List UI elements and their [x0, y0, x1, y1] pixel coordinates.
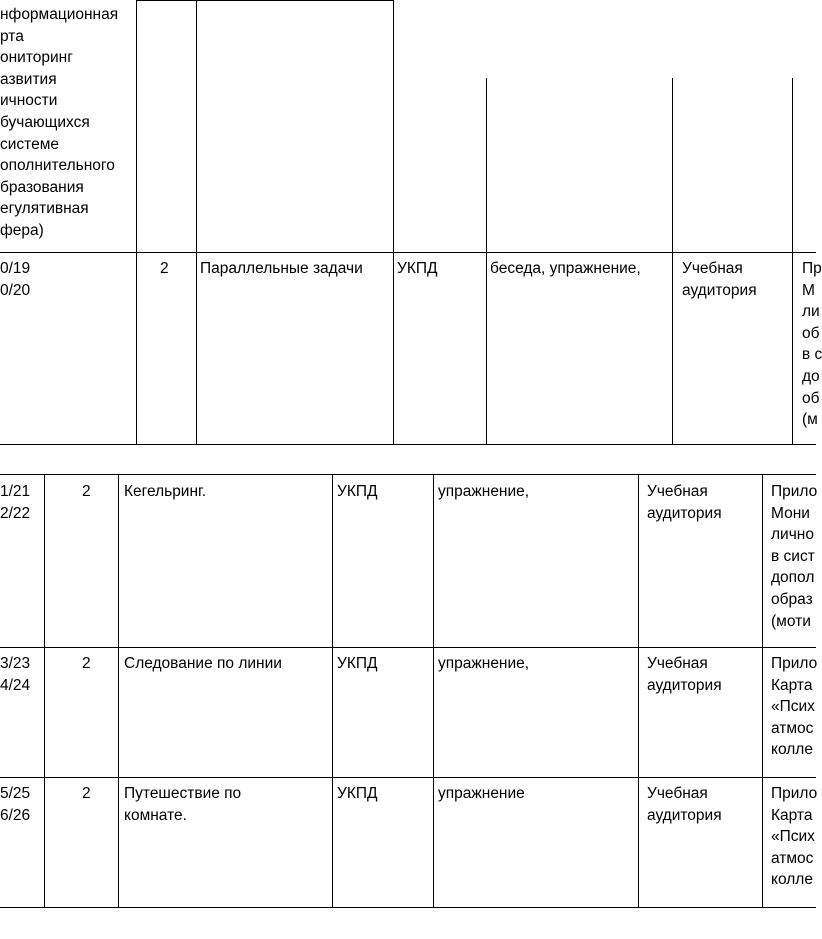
lesson-control-line: до: [802, 367, 820, 385]
table1-col-line: [672, 78, 673, 445]
lesson-place: [647, 481, 722, 524]
lesson-control-line: «Псих: [771, 828, 815, 846]
table2-top-border: [0, 474, 816, 475]
lesson-place: [647, 653, 722, 696]
info-line: рта: [0, 27, 24, 45]
lesson-type: УКПД: [397, 260, 438, 277]
table2-col-line: [44, 474, 45, 908]
lesson-control-line: Карта: [771, 676, 813, 694]
hours: 2: [82, 785, 91, 802]
lesson-control-line: в с: [802, 346, 822, 364]
table2-col-line: [332, 474, 333, 908]
lesson-place-line: Учебная: [647, 483, 708, 500]
lesson-form: беседа, упражнение,: [490, 260, 641, 277]
info-line: егулятивная: [0, 200, 89, 218]
table2-col-line: [762, 474, 763, 908]
lesson-number-line: 3/23: [0, 655, 31, 672]
lesson-control-line: допол: [771, 569, 815, 587]
hours: 2: [82, 655, 91, 672]
lesson-control: [771, 783, 817, 891]
lesson-control-line: лично: [771, 526, 814, 544]
table1-col-line: [486, 78, 487, 445]
info-line: азвития: [0, 70, 57, 88]
lesson-number-line: 0/19: [0, 260, 31, 277]
lesson-place: [682, 258, 757, 301]
lesson-place-line: аудитория: [682, 281, 757, 299]
lesson-form: упражнение,: [438, 655, 530, 672]
info-line: системе: [0, 135, 59, 153]
info-line: бразования: [0, 178, 84, 196]
table2-col-line: [433, 474, 434, 908]
table1-col-line: [393, 0, 394, 445]
lesson-control-line: Карта: [771, 806, 813, 824]
lesson-control-line: атмос: [771, 849, 814, 867]
lesson-control-line: Пр: [802, 260, 822, 277]
lesson-place-line: аудитория: [647, 806, 722, 824]
table2-col-line: [118, 474, 119, 908]
lesson-number-line: 0/20: [0, 281, 31, 299]
table1-top-border: [136, 0, 394, 1]
lesson-place-line: Учебная: [682, 260, 743, 277]
lesson-place: [647, 783, 722, 826]
lesson-control-line: «Псих: [771, 698, 815, 716]
lesson-control-line: М: [802, 281, 815, 299]
lesson-place-line: Учебная: [647, 655, 708, 672]
lesson-topic: [124, 481, 206, 503]
lesson-topic-line: Следование по линии: [124, 655, 282, 672]
table2-bottom-border: [0, 907, 816, 908]
lesson-control-line: (моти: [771, 612, 811, 630]
hours: 2: [82, 483, 91, 500]
lesson-control: [802, 258, 822, 431]
lesson-control: [771, 481, 817, 632]
lesson-number-line: 4/24: [0, 676, 31, 694]
lesson-control-line: Прило: [771, 655, 818, 672]
lesson-number: [0, 258, 30, 301]
table2-col-line: [638, 474, 639, 908]
lesson-control-line: ли: [802, 303, 820, 321]
lesson-number-line: 6/26: [0, 806, 31, 824]
lesson-control-line: Прило: [771, 483, 818, 500]
table1-col-line: [196, 0, 197, 445]
lesson-control-line: в сист: [771, 547, 815, 565]
lesson-control-line: об: [802, 389, 820, 407]
table1-col-line: [136, 0, 137, 445]
lesson-type: УКПД: [337, 785, 378, 802]
table1-bottom-border: [0, 444, 816, 445]
table1-row-divider: [0, 252, 816, 253]
lesson-topic-line: комнате.: [124, 806, 187, 824]
info-line: ониторинг: [0, 49, 73, 67]
lesson-topic: [124, 653, 282, 675]
info-line: фера): [0, 221, 44, 239]
lesson-control-line: Прило: [771, 785, 818, 802]
lesson-control-line: образ: [771, 590, 813, 608]
lesson-number: [0, 481, 30, 524]
info-card-header: [0, 4, 118, 242]
lesson-number-line: 1/21: [0, 483, 31, 500]
info-line: нформационная: [0, 6, 119, 23]
lesson-control-line: колле: [771, 741, 813, 759]
lesson-control-line: Мони: [771, 504, 810, 522]
lesson-place-line: аудитория: [647, 504, 722, 522]
table1-col-line: [792, 78, 793, 445]
lesson-topic: Параллельные задачи: [200, 260, 363, 277]
lesson-form: упражнение,: [438, 483, 530, 500]
lesson-number: [0, 783, 30, 826]
table2-row-divider: [0, 647, 816, 648]
lesson-number-line: 5/25: [0, 785, 31, 802]
lesson-topic-line: Кегельринг.: [124, 483, 207, 500]
lesson-place-line: аудитория: [647, 676, 722, 694]
lesson-number-line: 2/22: [0, 504, 31, 522]
lesson-number: [0, 653, 30, 696]
table2-row-divider: [0, 777, 816, 778]
lesson-control-line: об: [802, 324, 820, 342]
info-line: ичности: [0, 92, 58, 110]
lesson-topic-line: Путешествие по: [124, 785, 242, 802]
lesson-control-line: колле: [771, 871, 813, 889]
lesson-topic: [124, 783, 241, 826]
lesson-form: упражнение: [438, 785, 525, 802]
hours: 2: [160, 260, 169, 277]
lesson-type: УКПД: [337, 483, 378, 500]
info-line: бучающихся: [0, 113, 90, 131]
lesson-control-line: атмос: [771, 719, 814, 737]
lesson-control-line: (м: [802, 411, 818, 429]
lesson-control: [771, 653, 817, 761]
lesson-type: УКПД: [337, 655, 378, 672]
lesson-place-line: Учебная: [647, 785, 708, 802]
info-line: ополнительного: [0, 157, 115, 175]
